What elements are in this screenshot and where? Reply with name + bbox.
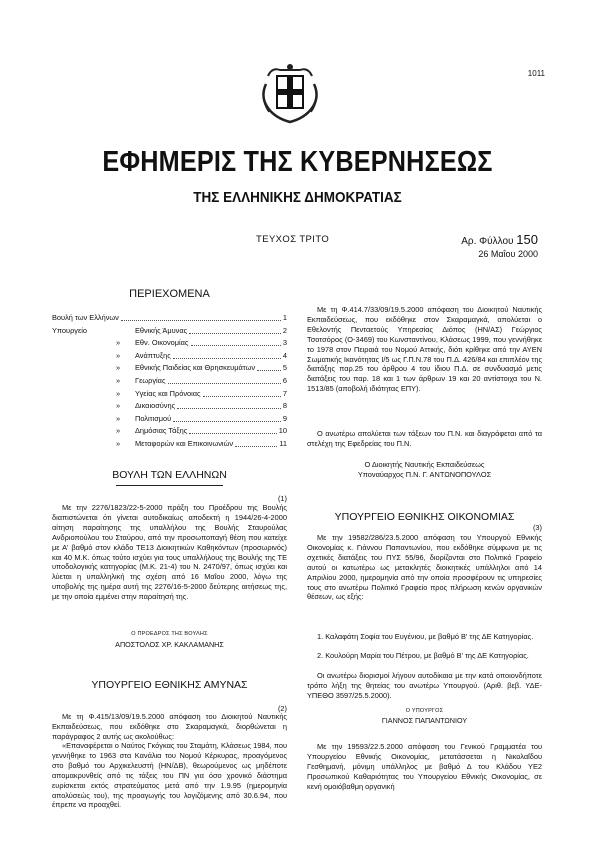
section-heading-economy: ΥΠΟΥΡΓΕΙΟ ΕΘΝΙΚΗΣ ΟΙΚΟΝΟΜΙΑΣ [334,511,515,523]
contents-label: Μεταφορών και Επικοινωνιών [135,438,234,448]
signer-title: Ο Διοικητής Ναυτικής Εκπαιδεύσεως [364,460,485,469]
decision-text: Οι ανωτέρω διορισμοί λήγουν αυτοδίκαια με την κατά οποιονδήποτε τρόπο λήξη της θητείας του ανωτέρω Υπουργού. (Αριθ. βεβ. ΥΔΕ-ΥΠΕΘΟ 3597/25.5.2000). [307,671,542,700]
contents-page: 2 [282,325,287,335]
contents-heading: ΠΕΡΙΕΧΟΜΕΝΑ [129,288,210,300]
contents-row [52,389,287,402]
coat-of-arms-icon [260,62,320,124]
contents-row [52,426,287,439]
contents-group: » [116,413,121,423]
contents-row [52,401,287,414]
dot-leader [189,433,277,434]
contents-page: 9 [282,413,287,423]
decision-ref: (2) [277,704,287,713]
decision-ref: (1) [277,494,287,503]
decision-text: Με την 2276/1823/22-5-2000 πράξη του Προέδρου της Βουλής διαπιστώνεται ότι γίνεται αυτοδικαίως αποδεκτή η 1944/26-4-2000 αίτηση παραίτησης της υπαλλήλου της Βουλής Σταυρούλας Ανδριοπούλου του Σταύρου, από την προσωποπαγή θέση που κατείχε με Α' βαθμό στον κλάδο ΤΕ13 Διοικητικών Καθηκόντων (προσωρινός) και 40 Μ.Κ. όπως τούτο ισχύει για τους υπαλλήλους της Βουλής της ΤΕ υποδολογικής κατηγορίας (Μ.Κ. 21-4) του Ν. 2470/97, όπως ισχύει και λύεται η υπαλληλική της σχέση από 16 Μαΐου 2000, λόγω της υποβολής της ημέρα αυτή της 2276/16-5-2000 δεύτερης αιτήσεως της, με την οποία εμμένει στην παραίτησή της. [52,503,287,602]
contents-page: 4 [282,350,287,360]
dot-leader [235,446,277,447]
contents-label: Πολιτισμού [135,413,172,423]
contents-group: » [116,350,121,360]
sheet-number: 150 [516,232,538,247]
issue-date: 26 Μαΐου 2000 [478,249,538,259]
contents-group: » [116,438,121,448]
signer-title: Ο ΥΠΟΥΡΓΟΣ [405,708,444,714]
section-heading-parliament: ΒΟΥΛΗ ΤΩΝ ΕΛΛΗΝΩΝ [112,469,227,481]
contents-page: 5 [282,363,287,373]
contents-row [52,351,287,364]
contents-group: » [116,388,121,398]
contents-row [52,338,287,351]
section-heading-defence: ΥΠΟΥΡΓΕΙΟ ΕΘΝΙΚΗΣ ΑΜΥΝΑΣ [91,679,248,691]
signer-name: Υποναύαρχος Π.Ν. Γ. ΑΝΤΩΝΟΠΟΥΛΟΣ [357,470,492,479]
contents-label: Εθν. Οικονομίας [135,338,189,348]
contents-group: » [116,375,121,385]
contents-group: » [116,338,121,348]
gazette-title: ΕΦΗΜΕΡΙΣ ΤΗΣ ΚΥΒΕΡΝΗΣΕΩΣ [102,146,493,178]
contents-label: Βουλή των Ελλήνων [52,313,119,322]
dot-leader [173,421,281,422]
contents-label: Εθνικής Παιδείας και Θρησκευμάτων [135,363,256,373]
contents-page: 10 [278,426,287,436]
dot-leader [191,345,281,346]
contents-list [52,313,287,452]
dot-leader [121,320,281,321]
contents-group: » [116,401,121,411]
contents-label: Εθνικής Άμυνας [135,325,188,335]
contents-group: » [116,363,121,373]
contents-label: Υγείας και Πρόνοιας [135,388,201,398]
contents-label: Δικαιοσύνης [135,401,176,411]
signer-title: Ο ΠΡΟΕΔΡΟΣ ΤΗΣ ΒΟΥΛΗΣ [131,631,208,637]
dot-leader [168,383,281,384]
contents-label: Γεωργίας [135,375,166,385]
contents-row [52,313,287,326]
page-number: 1011 [527,69,545,78]
signer-name: ΑΠΟΣΤΟΛΟΣ ΧΡ. ΚΑΚΛΑΜΑΝΗΣ [115,640,224,649]
contents-row [52,414,287,427]
contents-row [52,376,287,389]
dot-leader [173,358,281,359]
sheet-label: Αρ. Φύλλου [461,236,514,247]
contents-group: Υπουργείο [52,325,88,335]
gazette-subtitle: ΤΗΣ ΕΛΛΗΝΙΚΗΣ ΔΗΜΟΚΡΑΤΙΑΣ [193,189,402,206]
contents-page: 7 [282,388,287,398]
list-item: 2. Κουλούρη Μαρία του Πέτρου, με βαθμό Β' της ΔΕ Κατηγορίας. [317,651,529,660]
sheet-number-line [418,232,538,247]
decision-text: Με την 19593/22.5.2000 απόφαση του Γενικού Γραμματέα του Υπουργείου Εθνικής Οικονομίας, μετατάσσεται η Νικολαΐδου Γεσθημανή, μόνιμη υπάλληλος με βαθμό Δ του Κλάδου ΥΕ2 Προσωπικού Καθαριότητας του Υπουργείου Εθνικής Οικονομίας, σε κενή ομοιόβαθμη οργανική [307,742,542,791]
contents-row [52,326,287,339]
contents-group: » [116,426,121,436]
contents-page: 11 [279,438,287,448]
list-item: 1. Καλαφάτη Σοφία του Ευγένιου, με βαθμό Β' της ΔΕ Κατηγορίας. [317,632,534,641]
contents-page: 6 [282,375,287,385]
decision-text: Ο ανωτέρω απολύεται των τάξεων του Π.Ν. και διαγράφεται από τα στελέχη της Εφεδρείας του Π.Ν. [307,429,542,448]
dot-leader [203,396,281,397]
decision-text: Με τη Φ.414.7/33/09/19.5.2000 απόφαση του Διοικητού Ναυτικής Εκπαιδεύσεως, που εκδόθηκε στον Σκαραμαγκά, απολύεται ο Εθελοντής Πενταετούς Υπηρεσίας Διόπος (ΗΝ/ΑΣ) Γεώργιος Τσοτσόρος (Ο-3469) του Κωνσταντίνου, Κλάσεως 1999, που γεννήθηκε το 1978 στον Πειραιά του Νομού Αττικής, διότι κρίθηκε από την ΑΥΕΝ Σωματικής Ικανότητας Ι/5 ως Γ.Π.Ν.78 του Π.Δ. 426/84 και επιπλέον της διατάξης παρ.25 του άρθρου 4 του ίδιου Π.Δ. σε συνδυασμό μετις διατάξεις του παρ. 18 και 1 των άρθρων 19 και 20 αντίστοιχα του Ν. 1513/85 (αποβολή ιδιότητας ΕΠΥ). [307,305,542,394]
contents-page: 3 [282,338,287,348]
decision-text: Με την 19582/286/23.5.2000 απόφαση του Υπουργού Εθνικής Οικονομίας κ. Γιάννου Παπαντωνίου, που εκδόθηκε σύμφωνα με τις σχετικές διατάξεις του ΠΥΣ 55/96, διορίζονται στο Πολιτικό Γραφείο αυτού οι κατωτέρω ως μετακλητές διοικητικές υπάλληλοι από 14 Απριλίου 2000, ημερομηνία από την οποία προσφέρουν τις υπηρεσίες τους στο ανωτέρω Πολιτικό Γραφείο προς πλήρωση κενών οργανικών θέσεων, ως εξής: [307,533,542,602]
decision-text: «Επαναφέρεται ο Ναύτος Γκόγκας του Σταμάτη, Κλάσεως 1984, που γεννήθηκε το 1963 στα Κανάλια του Νομού Κέρκυρας, προαγόμενος στο βαθμό του Αρχικελευστή (ΗΝ/ΔΒ), θεωρούμενος ως μηδέποτε απομακρυνθείς από τις τάξεις του ΠΝ για όσο χρονικό διάστημα ευρίσκεται εκτός στρατεύματος μετά από την 1.9.95 (ημερομηνία απολύσεώς του), της προαγωγής του λογιζόμενης από 30.6.94, που έπρεπε να προαχθεί. [52,741,287,810]
contents-row [52,439,287,452]
contents-page: 1 [282,313,287,322]
issue-label: ΤΕΥΧΟΣ ΤΡΙΤΟ [256,234,330,245]
contents-label: Δημόσιας Τάξης [135,426,188,436]
heading-underline [116,485,223,486]
dot-leader [177,408,281,409]
contents-row [52,363,287,376]
decision-ref: (3) [532,523,542,532]
dot-leader [189,333,281,334]
contents-page: 8 [282,401,287,411]
contents-label: Ανάπτυξης [135,350,171,360]
decision-text: Με τη Φ.415/13/09/19.5.2000 απόφαση του Διοικητού Ναυτικής Εκπαιδεύσεως, που εκδόθηκε στο Σκαραμαγκά, διορθώνεται η παράγραφος 2 αυτής ως ακολούθως: [52,712,287,741]
signer-name: ΓΙΑΝΝΟΣ ΠΑΠΑΝΤΩΝΙΟΥ [381,716,468,725]
dot-leader [257,370,281,371]
